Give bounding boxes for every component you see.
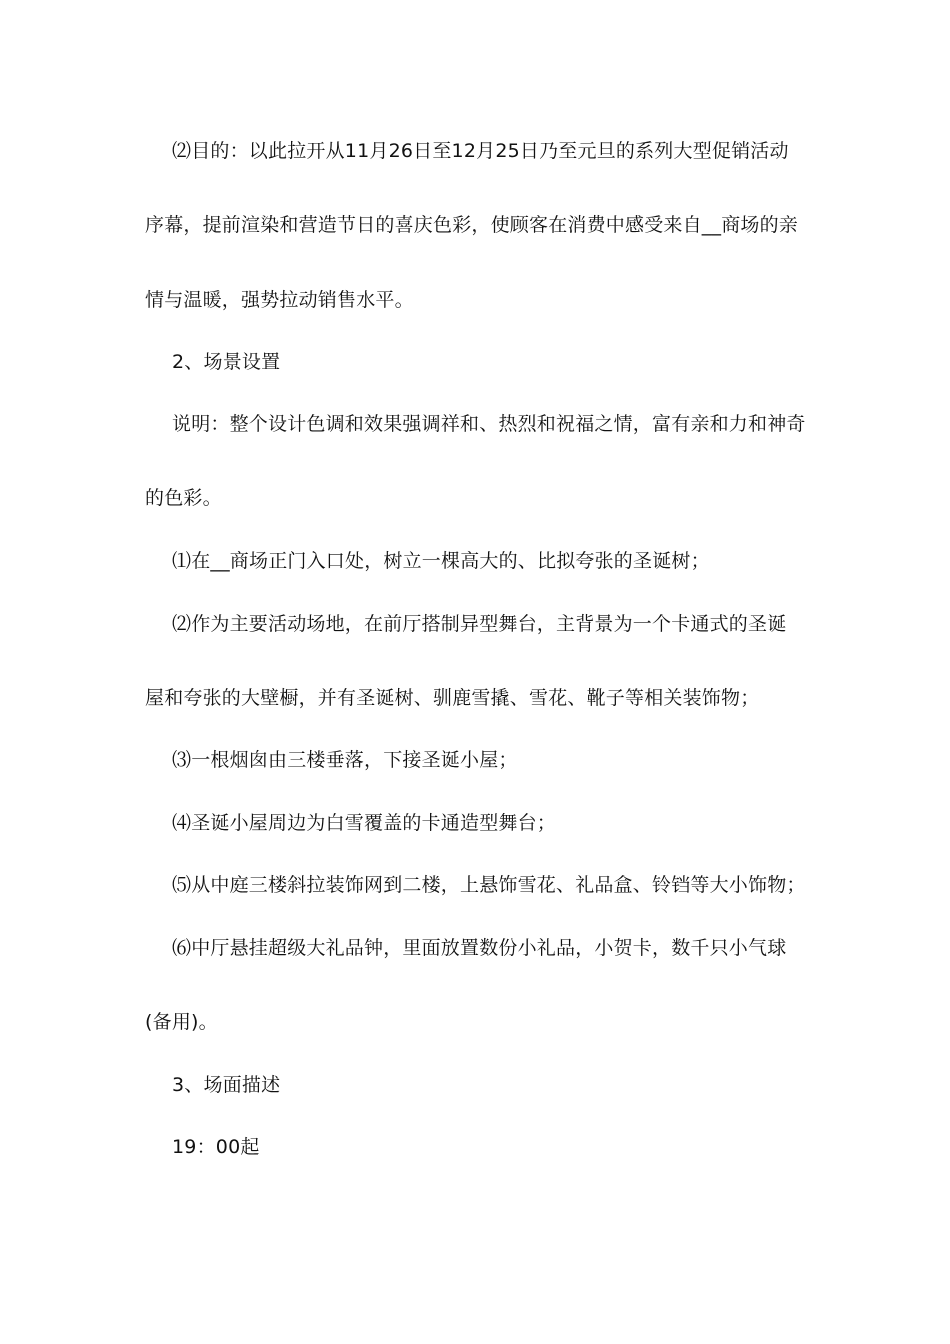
paragraph-purpose-line-2: 序幕，提前渲染和营造节日的喜庆色彩，使顾客在消费中感受来自__商场的亲 [145,214,799,236]
section-heading-scene-setup: 2、场景设置 [172,351,281,373]
list-item-4: ⑷圣诞小屋周边为白雪覆盖的卡通造型舞台； [172,812,557,834]
paragraph-purpose-line-3: 情与温暖，强势拉动销售水平。 [145,289,414,311]
list-item-1: ⑴在__商场正门入口处，树立一棵高大的、比拟夸张的圣诞树； [172,550,710,572]
paragraph-description-line-1: 说明：整个设计色调和效果强调祥和、热烈和祝福之情，富有亲和力和神奇 [172,413,806,435]
time-start-line: 19：00起 [172,1136,260,1158]
paragraph-description-line-2: 的色彩。 [145,487,222,509]
list-item-6-line-2: (备用)。 [145,1011,218,1033]
section-heading-scene-description: 3、场面描述 [172,1074,281,1096]
list-item-5: ⑸从中庭三楼斜拉装饰网到二楼，上悬饰雪花、礼品盒、铃铛等大小饰物； [172,874,806,896]
list-item-2-line-1: ⑵作为主要活动场地，在前厅搭制异型舞台，主背景为一个卡通式的圣诞 [172,613,787,635]
list-item-2-line-2: 屋和夸张的大壁橱，并有圣诞树、驯鹿雪撬、雪花、靴子等相关装饰物； [145,687,760,709]
list-item-6-line-1: ⑹中厅悬挂超级大礼品钟，里面放置数份小礼品，小贺卡，数千只小气球 [172,937,787,959]
list-item-3: ⑶一根烟囱由三楼垂落，下接圣诞小屋； [172,749,518,771]
paragraph-purpose-line-1: ⑵目的：以此拉开从11月26日至12月25日乃至元旦的系列大型促销活动 [172,140,789,162]
